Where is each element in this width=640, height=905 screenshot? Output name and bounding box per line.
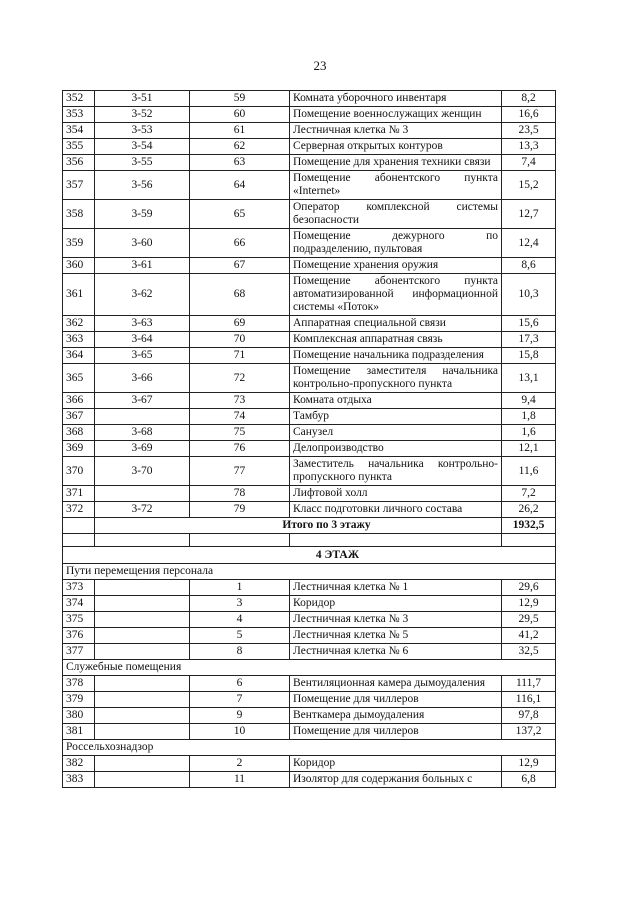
room-name-cell: Лестничная клетка № 3 bbox=[290, 612, 502, 628]
table-row bbox=[63, 229, 556, 258]
room-code-cell bbox=[95, 580, 190, 596]
room-area-cell: 17,3 bbox=[502, 332, 556, 348]
table-row bbox=[63, 91, 556, 107]
table-row bbox=[63, 332, 556, 348]
room-code-cell bbox=[95, 486, 190, 502]
room-code-cell: 3-52 bbox=[95, 107, 190, 123]
blank-row bbox=[63, 534, 556, 547]
room-area-cell: 15,2 bbox=[502, 171, 556, 200]
room-area-cell: 8,2 bbox=[502, 91, 556, 107]
room-name-cell: Класс подготовки личного состава bbox=[290, 502, 502, 518]
room-number-cell: 65 bbox=[190, 200, 290, 229]
room-code-cell: 3-64 bbox=[95, 332, 190, 348]
room-name-cell: Коридор bbox=[290, 596, 502, 612]
room-code-cell: 3-70 bbox=[95, 457, 190, 486]
table-row bbox=[63, 692, 556, 708]
room-area-cell: 13,3 bbox=[502, 139, 556, 155]
room-area-cell: 137,2 bbox=[502, 724, 556, 740]
room-name-cell: Помещение для чиллеров bbox=[290, 724, 502, 740]
room-name-cell: Помещение хранения оружия bbox=[290, 258, 502, 274]
room-area-cell: 11,6 bbox=[502, 457, 556, 486]
room-name-cell: Делопроизводство bbox=[290, 441, 502, 457]
row-number-cell: 381 bbox=[63, 724, 95, 740]
room-area-cell: 12,1 bbox=[502, 441, 556, 457]
room-number-cell: 73 bbox=[190, 393, 290, 409]
row-number-cell: 357 bbox=[63, 171, 95, 200]
row-number-cell: 358 bbox=[63, 200, 95, 229]
room-code-cell bbox=[95, 724, 190, 740]
section-title: Пути перемещения персонала bbox=[63, 564, 556, 580]
row-number-cell: 352 bbox=[63, 91, 95, 107]
table-row bbox=[63, 155, 556, 171]
room-code-cell: 3-53 bbox=[95, 123, 190, 139]
room-code-cell bbox=[95, 596, 190, 612]
section-row bbox=[63, 564, 556, 580]
room-number-cell: 63 bbox=[190, 155, 290, 171]
room-area-cell: 13,1 bbox=[502, 364, 556, 393]
table-row bbox=[63, 139, 556, 155]
room-name-cell: Комната уборочного инвентаря bbox=[290, 91, 502, 107]
table-row bbox=[63, 502, 556, 518]
row-number-cell: 363 bbox=[63, 332, 95, 348]
row-number-cell: 372 bbox=[63, 502, 95, 518]
table-row bbox=[63, 258, 556, 274]
room-area-cell: 16,6 bbox=[502, 107, 556, 123]
empty-cell bbox=[63, 518, 95, 534]
room-number-cell: 7 bbox=[190, 692, 290, 708]
room-area-cell: 7,4 bbox=[502, 155, 556, 171]
table-row bbox=[63, 676, 556, 692]
room-code-cell: 3-65 bbox=[95, 348, 190, 364]
room-name-cell: Лестничная клетка № 1 bbox=[290, 580, 502, 596]
room-name-cell: Лестничная клетка № 3 bbox=[290, 123, 502, 139]
room-code-cell bbox=[95, 644, 190, 660]
room-area-cell: 10,3 bbox=[502, 274, 556, 316]
room-name-cell: Венткамера дымоудаления bbox=[290, 708, 502, 724]
room-name-cell: Помещение для хранения техники связи bbox=[290, 155, 502, 171]
table-row bbox=[63, 724, 556, 740]
table-row bbox=[63, 171, 556, 200]
floor-total-value: 1932,5 bbox=[502, 518, 556, 534]
room-area-cell: 12,9 bbox=[502, 596, 556, 612]
table-row bbox=[63, 316, 556, 332]
table-row bbox=[63, 123, 556, 139]
row-number-cell: 374 bbox=[63, 596, 95, 612]
room-code-cell bbox=[95, 756, 190, 772]
room-code-cell: 3-56 bbox=[95, 171, 190, 200]
room-number-cell: 69 bbox=[190, 316, 290, 332]
row-number-cell: 373 bbox=[63, 580, 95, 596]
room-name-cell: Заместитель начальника контрольно-пропускного пункта bbox=[290, 457, 502, 486]
room-name-cell: Помещение военнослужащих женщин bbox=[290, 107, 502, 123]
room-number-cell: 60 bbox=[190, 107, 290, 123]
row-number-cell: 361 bbox=[63, 274, 95, 316]
empty-cell bbox=[502, 534, 556, 547]
rooms-table-body bbox=[63, 91, 556, 788]
empty-cell bbox=[290, 534, 502, 547]
table-row bbox=[63, 107, 556, 123]
row-number-cell: 369 bbox=[63, 441, 95, 457]
room-name-cell: Помещение для чиллеров bbox=[290, 692, 502, 708]
row-number-cell: 366 bbox=[63, 393, 95, 409]
room-number-cell: 10 bbox=[190, 724, 290, 740]
table-row bbox=[63, 364, 556, 393]
room-name-cell: Изолятор для содержания больных с bbox=[290, 772, 502, 788]
room-area-cell: 12,7 bbox=[502, 200, 556, 229]
section-title: Россельхознадзор bbox=[63, 740, 556, 756]
table-row bbox=[63, 628, 556, 644]
room-name-cell: Лестничная клетка № 5 bbox=[290, 628, 502, 644]
floor-total-label: Итого по 3 этажу bbox=[95, 518, 502, 534]
room-name-cell: Лифтовой холл bbox=[290, 486, 502, 502]
row-number-cell: 364 bbox=[63, 348, 95, 364]
room-area-cell: 1,6 bbox=[502, 425, 556, 441]
room-name-cell: Аппаратная специальной связи bbox=[290, 316, 502, 332]
rooms-table bbox=[62, 90, 556, 788]
room-code-cell: 3-63 bbox=[95, 316, 190, 332]
room-number-cell: 11 bbox=[190, 772, 290, 788]
room-number-cell: 77 bbox=[190, 457, 290, 486]
room-number-cell: 1 bbox=[190, 580, 290, 596]
room-number-cell: 71 bbox=[190, 348, 290, 364]
table-row bbox=[63, 772, 556, 788]
row-number-cell: 371 bbox=[63, 486, 95, 502]
row-number-cell: 379 bbox=[63, 692, 95, 708]
room-name-cell: Серверная открытых контуров bbox=[290, 139, 502, 155]
room-name-cell: Помещение начальника подразделения bbox=[290, 348, 502, 364]
room-name-cell: Вентиляционная камера дымоудаления bbox=[290, 676, 502, 692]
room-code-cell: 3-60 bbox=[95, 229, 190, 258]
table-row bbox=[63, 644, 556, 660]
room-area-cell: 29,6 bbox=[502, 580, 556, 596]
row-number-cell: 355 bbox=[63, 139, 95, 155]
empty-cell bbox=[95, 534, 190, 547]
room-name-cell: Санузел bbox=[290, 425, 502, 441]
room-area-cell: 111,7 bbox=[502, 676, 556, 692]
room-code-cell bbox=[95, 612, 190, 628]
floor-total-row bbox=[63, 518, 556, 534]
room-area-cell: 7,2 bbox=[502, 486, 556, 502]
table-row bbox=[63, 348, 556, 364]
table-row bbox=[63, 393, 556, 409]
room-number-cell: 8 bbox=[190, 644, 290, 660]
room-code-cell: 3-55 bbox=[95, 155, 190, 171]
room-code-cell: 3-51 bbox=[95, 91, 190, 107]
table-row bbox=[63, 756, 556, 772]
room-code-cell: 3-68 bbox=[95, 425, 190, 441]
room-number-cell: 66 bbox=[190, 229, 290, 258]
room-code-cell: 3-67 bbox=[95, 393, 190, 409]
room-area-cell: 23,5 bbox=[502, 123, 556, 139]
room-name-cell: Помещение абонентского пункта «Internet» bbox=[290, 171, 502, 200]
floor-title: 4 ЭТАЖ bbox=[63, 547, 556, 564]
room-area-cell: 9,4 bbox=[502, 393, 556, 409]
room-code-cell bbox=[95, 692, 190, 708]
room-number-cell: 9 bbox=[190, 708, 290, 724]
table-row bbox=[63, 425, 556, 441]
room-number-cell: 61 bbox=[190, 123, 290, 139]
row-number-cell: 376 bbox=[63, 628, 95, 644]
room-name-cell: Помещение дежурного по подразделению, пультовая bbox=[290, 229, 502, 258]
table-row bbox=[63, 409, 556, 425]
room-code-cell: 3-54 bbox=[95, 139, 190, 155]
room-code-cell: 3-62 bbox=[95, 274, 190, 316]
room-name-cell: Комплексная аппаратная связь bbox=[290, 332, 502, 348]
room-area-cell: 116,1 bbox=[502, 692, 556, 708]
table-row bbox=[63, 612, 556, 628]
table-row bbox=[63, 580, 556, 596]
room-area-cell: 41,2 bbox=[502, 628, 556, 644]
room-code-cell bbox=[95, 708, 190, 724]
room-code-cell bbox=[95, 628, 190, 644]
room-name-cell: Комната отдыха bbox=[290, 393, 502, 409]
room-number-cell: 5 bbox=[190, 628, 290, 644]
room-area-cell: 12,9 bbox=[502, 756, 556, 772]
room-code-cell: 3-61 bbox=[95, 258, 190, 274]
room-number-cell: 3 bbox=[190, 596, 290, 612]
row-number-cell: 370 bbox=[63, 457, 95, 486]
row-number-cell: 380 bbox=[63, 708, 95, 724]
room-number-cell: 68 bbox=[190, 274, 290, 316]
room-code-cell bbox=[95, 676, 190, 692]
room-number-cell: 74 bbox=[190, 409, 290, 425]
room-area-cell: 15,6 bbox=[502, 316, 556, 332]
room-area-cell: 26,2 bbox=[502, 502, 556, 518]
room-number-cell: 72 bbox=[190, 364, 290, 393]
row-number-cell: 382 bbox=[63, 756, 95, 772]
room-area-cell: 12,4 bbox=[502, 229, 556, 258]
row-number-cell: 353 bbox=[63, 107, 95, 123]
room-number-cell: 70 bbox=[190, 332, 290, 348]
row-number-cell: 367 bbox=[63, 409, 95, 425]
room-code-cell bbox=[95, 409, 190, 425]
room-number-cell: 6 bbox=[190, 676, 290, 692]
room-number-cell: 4 bbox=[190, 612, 290, 628]
room-area-cell: 32,5 bbox=[502, 644, 556, 660]
table-row bbox=[63, 596, 556, 612]
room-code-cell: 3-72 bbox=[95, 502, 190, 518]
section-row bbox=[63, 660, 556, 676]
room-code-cell: 3-59 bbox=[95, 200, 190, 229]
room-name-cell: Тамбур bbox=[290, 409, 502, 425]
table-row bbox=[63, 457, 556, 486]
row-number-cell: 359 bbox=[63, 229, 95, 258]
section-row bbox=[63, 740, 556, 756]
row-number-cell: 375 bbox=[63, 612, 95, 628]
room-number-cell: 79 bbox=[190, 502, 290, 518]
room-area-cell: 97,8 bbox=[502, 708, 556, 724]
room-name-cell: Оператор комплексной системы безопасности bbox=[290, 200, 502, 229]
empty-cell bbox=[190, 534, 290, 547]
row-number-cell: 383 bbox=[63, 772, 95, 788]
room-number-cell: 67 bbox=[190, 258, 290, 274]
room-name-cell: Помещение заместителя начальника контрольно-пропускного пункта bbox=[290, 364, 502, 393]
room-number-cell: 59 bbox=[190, 91, 290, 107]
row-number-cell: 378 bbox=[63, 676, 95, 692]
page-number: 23 bbox=[313, 58, 327, 73]
room-number-cell: 2 bbox=[190, 756, 290, 772]
room-name-cell: Лестничная клетка № 6 bbox=[290, 644, 502, 660]
room-code-cell: 3-66 bbox=[95, 364, 190, 393]
room-area-cell: 15,8 bbox=[502, 348, 556, 364]
room-number-cell: 78 bbox=[190, 486, 290, 502]
row-number-cell: 377 bbox=[63, 644, 95, 660]
room-number-cell: 76 bbox=[190, 441, 290, 457]
room-number-cell: 62 bbox=[190, 139, 290, 155]
room-number-cell: 75 bbox=[190, 425, 290, 441]
table-row bbox=[63, 200, 556, 229]
row-number-cell: 365 bbox=[63, 364, 95, 393]
room-area-cell: 8,6 bbox=[502, 258, 556, 274]
row-number-cell: 356 bbox=[63, 155, 95, 171]
table-row bbox=[63, 274, 556, 316]
row-number-cell: 368 bbox=[63, 425, 95, 441]
room-number-cell: 64 bbox=[190, 171, 290, 200]
table-row bbox=[63, 708, 556, 724]
table-row bbox=[63, 441, 556, 457]
section-title: Служебные помещения bbox=[63, 660, 556, 676]
room-code-cell bbox=[95, 772, 190, 788]
room-area-cell: 1,8 bbox=[502, 409, 556, 425]
floor-header-row bbox=[63, 547, 556, 564]
room-area-cell: 6,8 bbox=[502, 772, 556, 788]
empty-cell bbox=[63, 534, 95, 547]
room-code-cell: 3-69 bbox=[95, 441, 190, 457]
room-name-cell: Коридор bbox=[290, 756, 502, 772]
row-number-cell: 362 bbox=[63, 316, 95, 332]
room-name-cell: Помещение абонентского пункта автоматизированной информационной системы «Поток» bbox=[290, 274, 502, 316]
row-number-cell: 360 bbox=[63, 258, 95, 274]
table-row bbox=[63, 486, 556, 502]
room-area-cell: 29,5 bbox=[502, 612, 556, 628]
row-number-cell: 354 bbox=[63, 123, 95, 139]
